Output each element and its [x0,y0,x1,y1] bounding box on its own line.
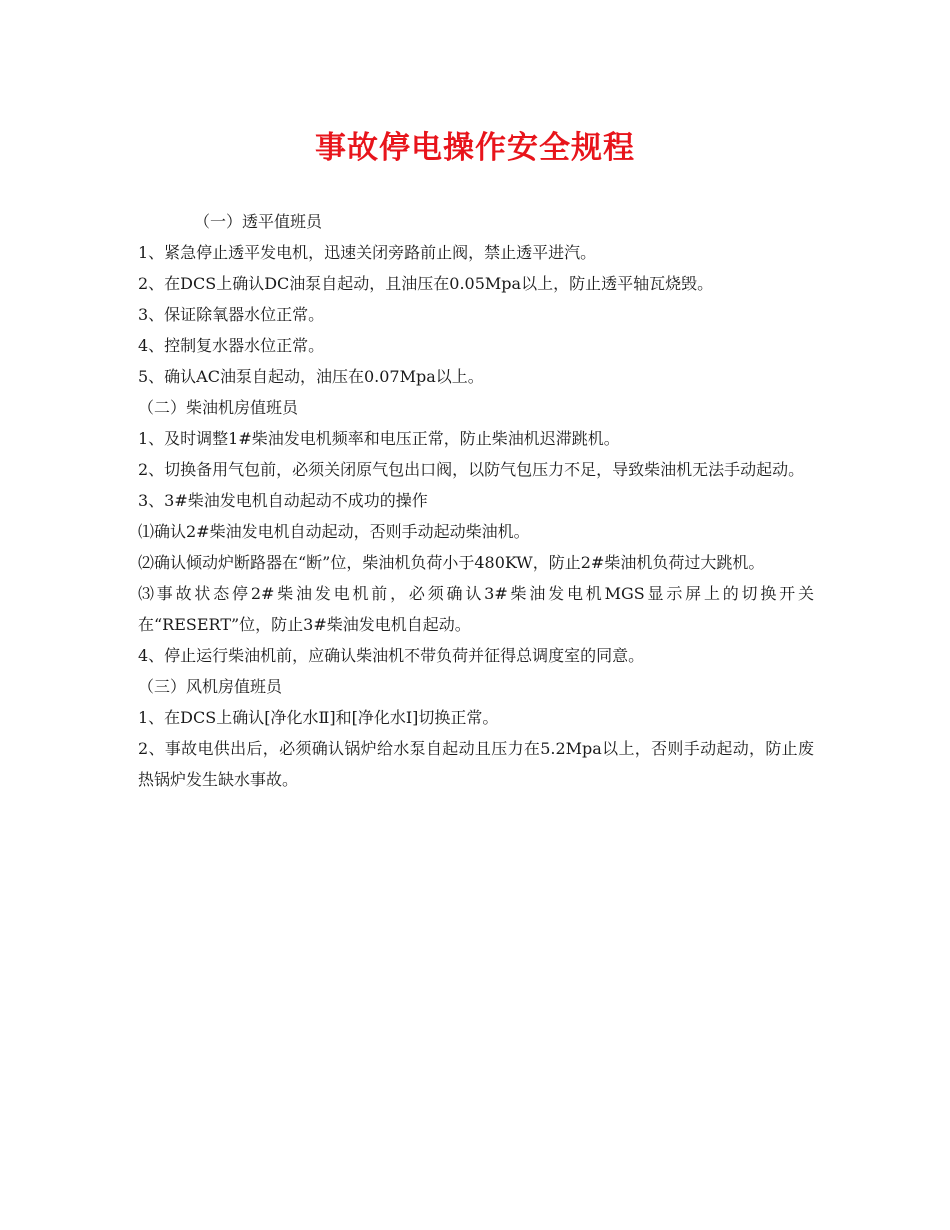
section-heading-3: （三）风机房值班员 [138,677,283,696]
paragraph: 1、紧急停止透平发电机，迅速关闭旁路前止阀，禁止透平进汽。 [138,243,597,262]
paragraph: ⑴确认2#柴油发电机自动起动，否则手动起动柴油机。 [138,522,530,541]
section-heading-2: （二）柴油机房值班员 [138,398,299,417]
paragraph: 5、确认AC油泵自起动，油压在0.07Mpa以上。 [138,367,484,386]
paragraph: 2、事故电供出后，必须确认锅炉给水泵自起动且压力在5.2Mpa以上，否则手动起动，防止废热锅炉发生缺水事故。 [138,739,814,789]
paragraph: 1、在DCS上确认[净化水Ⅱ]和[净化水Ⅰ]切换正常。 [138,708,499,727]
paragraph: 1、及时调整1#柴油发电机频率和电压正常，防止柴油机迟滞跳机。 [138,429,620,448]
paragraph: 4、停止运行柴油机前，应确认柴油机不带负荷并征得总调度室的同意。 [138,646,645,665]
paragraph: 2、在DCS上确认DC油泵自起动，且油压在0.05Mpa以上，防止透平轴瓦烧毁。 [138,274,714,293]
document-title: 事故停电操作安全规程 [315,130,635,166]
paragraph: ⑶事故状态停2#柴油发电机前，必须确认3#柴油发电机MGS显示屏上的切换开关在“RESERT”位，防止3#柴油发电机自起动。 [138,584,814,634]
paragraph: 3、保证除氧器水位正常。 [138,305,325,324]
paragraph: ⑵确认倾动炉断路器在“断”位，柴油机负荷小于480KW，防止2#柴油机负荷过大跳机。 [138,553,765,572]
paragraph: 3、3#柴油发电机自动起动不成功的操作 [138,491,428,510]
section-heading-1: （一）透平值班员 [194,212,323,231]
paragraph: 2、切换备用气包前，必须关闭原气包出口阀，以防气包压力不足，导致柴油机无法手动起动。 [138,460,805,479]
paragraph: 4、控制复水器水位正常。 [138,336,325,355]
document-body [138,206,814,795]
